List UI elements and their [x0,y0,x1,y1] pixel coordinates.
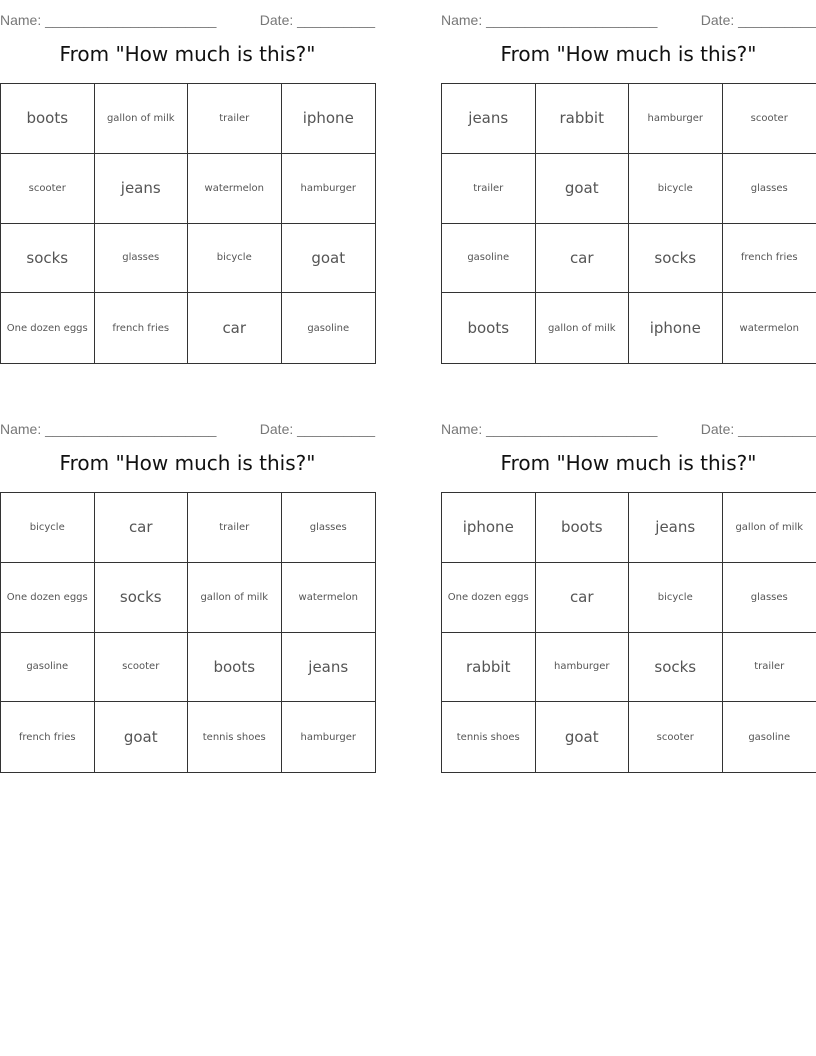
card-title: From "How much is this?" [500,42,757,66]
bingo-cell: watermelon [188,154,282,224]
card-title: From "How much is this?" [500,451,757,475]
bingo-cell: jeans [95,154,189,224]
bingo-cell: scooter [1,154,95,224]
date-field: Date: __________ [259,12,375,28]
card-header [0,419,375,439]
bingo-cell: socks [1,224,95,294]
card-header [441,419,816,439]
bingo-cell: gasoline [307,322,350,334]
bingo-cell: watermelon [282,563,376,633]
bingo-cell: watermelon [739,322,799,334]
date-field: Date: __________ [259,421,375,437]
bingo-cell: jeans [282,633,376,703]
bingo-cell: glasses [723,563,816,633]
bingo-cell: goat [282,224,376,294]
bingo-cell: scooter [723,84,816,154]
bingo-cell: gallon of milk [536,293,630,363]
bingo-cell: boots [442,293,536,363]
bingo-cell: socks [95,563,189,633]
name-field: Name: ______________________ [441,12,658,28]
bingo-cell: french fries [1,702,95,772]
bingo-cell: iphone [282,84,376,154]
bingo-cell: gasoline [748,731,791,743]
card-header [0,10,375,30]
bingo-cell: goat [536,154,630,224]
card-title: From "How much is this?" [59,451,316,475]
bingo-cell: french fries [723,224,816,294]
bingo-cell: gallon of milk [188,563,282,633]
bingo-cell: glasses [95,224,189,294]
bingo-cell: One dozen eggs [442,563,536,633]
bingo-cell: glasses [282,493,376,563]
bingo-cell: goat [95,702,189,772]
bingo-cell: tennis shoes [188,702,282,772]
bingo-cell: One dozen eggs [1,293,95,363]
card-title: From "How much is this?" [59,42,316,66]
bingo-cell: trailer [188,493,282,563]
bingo-cell: hamburger [300,731,356,743]
name-field: Name: ______________________ [0,421,217,437]
name-field: Name: ______________________ [0,12,217,28]
bingo-cell: trailer [442,154,536,224]
bingo-cell: scooter [95,633,189,703]
bingo-cell: gasoline [442,224,536,294]
bingo-cell: car [188,293,282,363]
bingo-cell: rabbit [442,633,536,703]
bingo-grid [0,492,376,773]
bingo-cell: gasoline [1,633,95,703]
bingo-cell: bicycle [629,563,723,633]
date-field: Date: __________ [700,421,816,437]
bingo-cell: car [536,224,630,294]
bingo-cell: glasses [723,154,816,224]
bingo-cell: hamburger [282,154,376,224]
bingo-cell: hamburger [536,633,630,703]
bingo-cell: bicycle [629,154,723,224]
bingo-cell: One dozen eggs [1,563,95,633]
bingo-cell: boots [1,84,95,154]
bingo-cell: iphone [442,493,536,563]
bingo-cell: goat [536,702,630,772]
bingo-cell: french fries [95,293,189,363]
bingo-cell: scooter [629,702,723,772]
bingo-cell: hamburger [629,84,723,154]
bingo-cell: car [536,563,630,633]
bingo-cell: rabbit [536,84,630,154]
bingo-cell: gallon of milk [95,84,189,154]
bingo-cell: car [95,493,189,563]
bingo-cell: jeans [629,493,723,563]
bingo-cell: tennis shoes [442,702,536,772]
date-field: Date: __________ [700,12,816,28]
bingo-cell: iphone [629,293,723,363]
name-field: Name: ______________________ [441,421,658,437]
bingo-cell: socks [629,224,723,294]
bingo-grid [441,83,816,364]
card-header [441,10,816,30]
bingo-grid [0,83,376,364]
bingo-cell: boots [536,493,630,563]
bingo-grid [441,492,816,773]
bingo-cell: boots [188,633,282,703]
bingo-cell: gallon of milk [723,493,816,563]
bingo-cell: trailer [188,84,282,154]
bingo-cell: bicycle [1,493,95,563]
bingo-cell: socks [629,633,723,703]
bingo-cell: jeans [442,84,536,154]
bingo-cell: trailer [723,633,816,703]
bingo-cell: bicycle [188,224,282,294]
